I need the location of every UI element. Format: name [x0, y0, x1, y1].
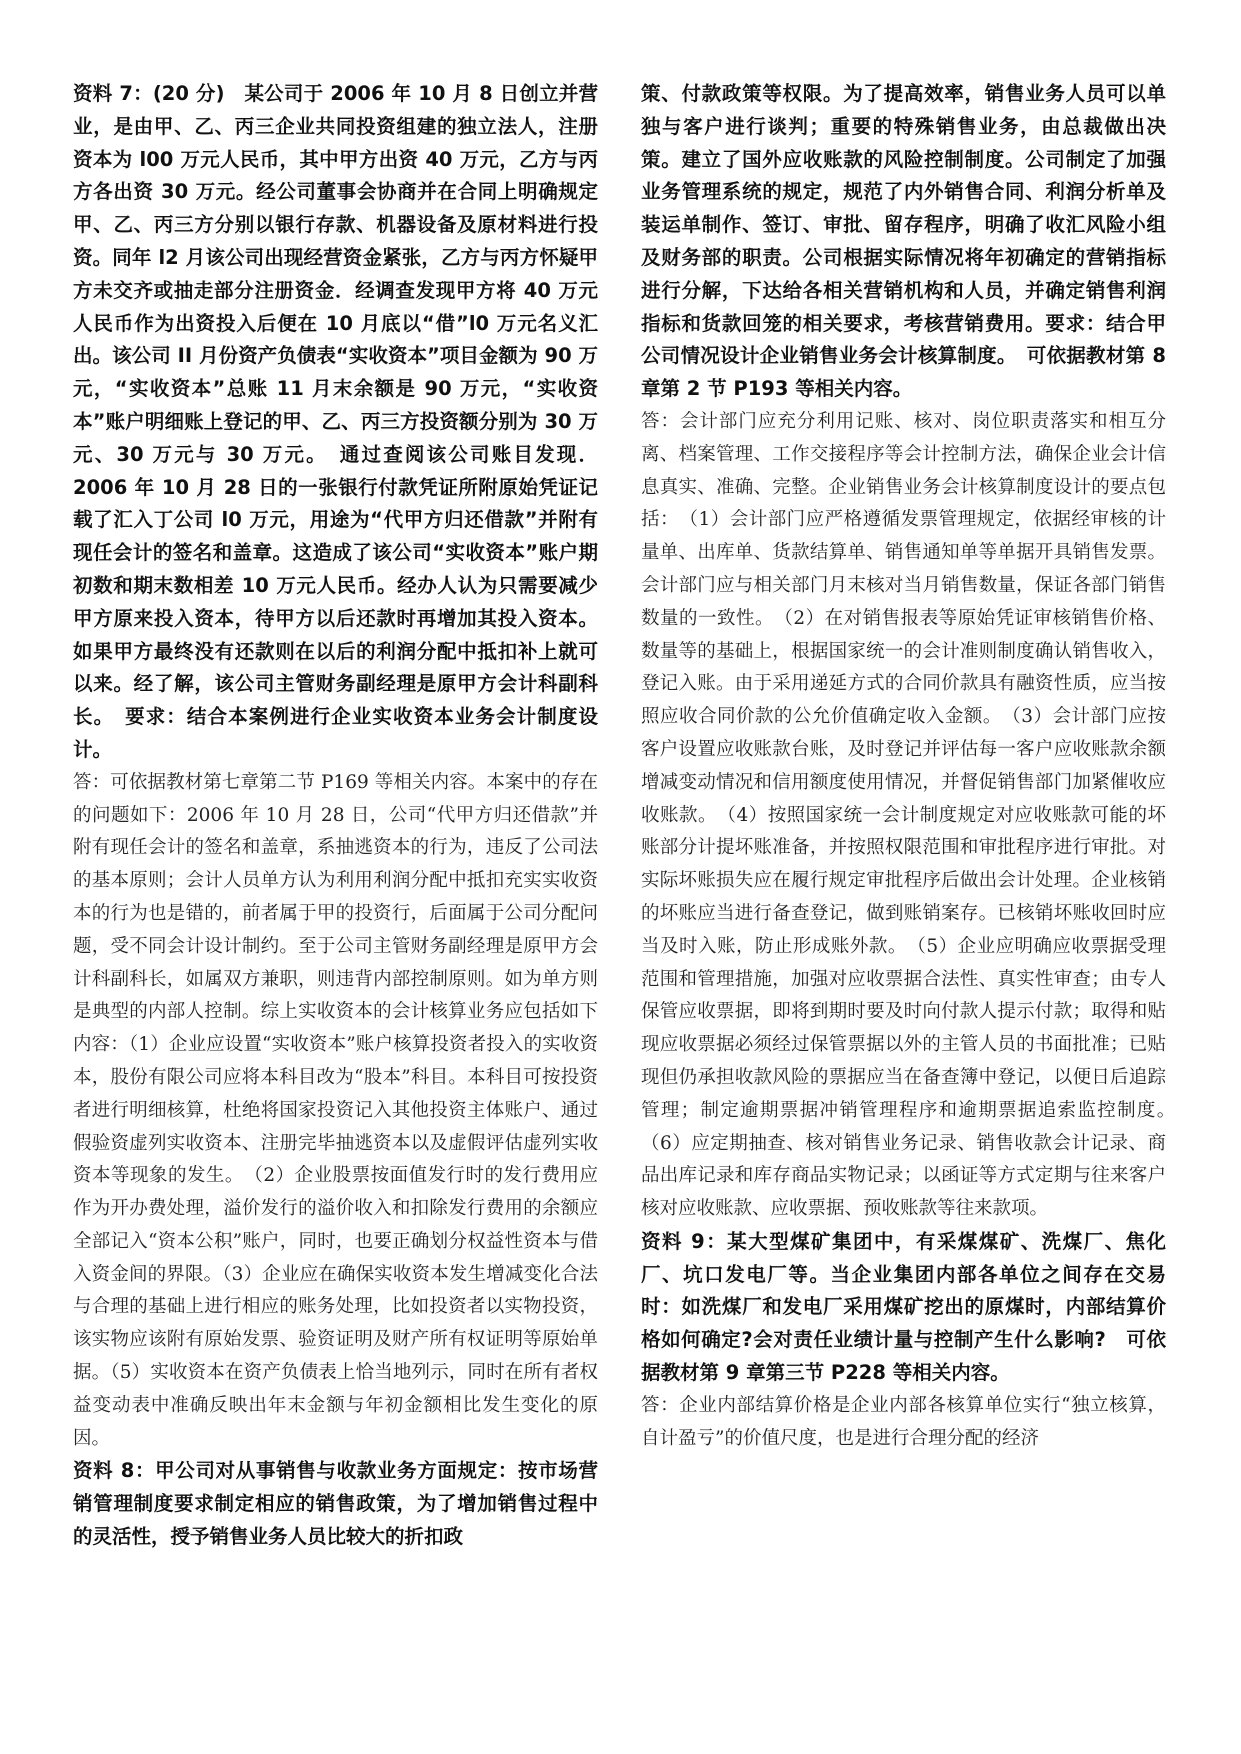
material7-answer: 答：可依据教材第七章第二节 P169 等相关内容。本案中的存在的问题如下：2006 年 10 月 28 日，公司“代甲方归还借款”并附有现任会计的签名和盖章，系抽逃资本的行为，违反了公司法的基本原则；会计人员单方认为利用利润分配中抵扣充实实收资本的行为也是错的，前者属于甲的投资行，后面属于公司分配问题，受不同会计设计制约。至于公司主管财务副经理是原甲方会计科副科长，如属双方兼职，则违背内部控制原则。如为单方则是典型的内部人控制。综上实收资本的会计核算业务应包括如下内容：（1）企业应设置“实收资本”账户核算投资者投入的实收资本，股份有限公司应将本科目改为“股本”科目。本科目可按投资者进行明细核算，杜绝将国家投资记入其他投资主体账户、通过假验资虚列实收资本、注册完毕抽逃资本以及虚假评估虚列实收资本等现象的发生。 （2）企业股票按面值发行时的发行费用应作为开办费处理，溢价发行的溢价收入和扣除发行费用的余额应全部记入“资本公积”账户，同时，也要正确划分权益性资本与借入资金间的界限。（3）企业应在确保实收资本发生增减变化合法与合理的基础上进行相应的账务处理，比如投资者以实物投资，该实物应该附有原始发票、验资证明及财产所有权证明等原始单据。（5）实收资本在资产负债表上恰当地列示，同时在所有者权益变动表中准确反映出年末金额与年初金额相比发生变化的原因。 [73, 771, 598, 1449]
material7-question: 资料 7：(20 分) 某公司于 2006 年 10 月 8 日创立并营业，是由甲、乙、丙三企业共同投资组建的独立法人，注册资本为 l00 万元人民币，其中甲方出资 40 万元，乙方与丙方各出资 30 万元。经公司董事会协商并在合同上明确规定甲、乙、丙三方分别以银行存款、机器设备及原材料进行投资。同年 l2 月该公司出现经营资金紧张，乙方与丙方怀疑甲方未交齐或抽走部分注册资金．经调查发现甲方将 40 万元人民币作为出资投入后便在 10 月底以“借”l0 万元名义汇出。该公司 II 月份资产负债表“实收资本”项目金额为 90 万元，“实收资本”总账 11 月末余额是 90 万元，“实收资本”账户明细账上登记的甲、乙、丙三方投资额分别为 30 万元、30 万元与 30 万元。 通过查阅该公司账目发现．2006 年 10 月 28 日的一张银行付款凭证所附原始凭证记载了汇入丁公司 l0 万元，用途为“代甲方归还借款”并附有现任会计的签名和盖章。这造成了该公司“实收资本”账户期初数和期末数相差 10 万元人民币。经办人认为只需要减少甲方原来投入资本，待甲方以后还款时再增加其投入资本。如果甲方最终没有还款则在以后的利润分配中抵扣补上就可以来。经了解，该公司主管财务副经理是原甲方会计科副科长。 要求：结合本案例进行企业实收资本业务会计制度设计。 [73, 82, 598, 761]
left-column [73, 78, 598, 1554]
material8-answer: 答：会计部门应充分利用记账、核对、岗位职责落实和相互分离、档案管理、工作交接程序等会计控制方法，确保企业会计信息真实、准确、完整。企业销售业务会计核算制度设计的要点包括： （1）会计部门应严格遵循发票管理规定，依据经审核的计量单、出库单、货款结算单、销售通知单等单据开具销售发票。会计部门应与相关部门月末核对当月销售数量，保证各部门销售数量的一致性。 （2）在对销售报表等原始凭证审核销售价格、数量等的基础上，根据国家统一的会计准则制度确认销售收入，登记入账。由于采用递延方式的合同价款具有融资性质，应当按照应收合同价款的公允价值确定收入金额。 （3）会计部门应按客户设置应收账款台账，及时登记并评估每一客户应收账款余额增减变动情况和信用额度使用情况，并督促销售部门加紧催收应收账款。 （4）按照国家统一会计制度规定对应收账款可能的坏账部分计提坏账准备，并按照权限范围和审批程序进行审批。对实际坏账损失应在履行规定审批程序后做出会计处理。企业核销的坏账应当进行备查登记，做到账销案存。已核销坏账收回时应当及时入账，防止形成账外款。 （5）企业应明确应收票据受理范围和管理措施，加强对应收票据合法性、真实性审查；由专人保管应收票据，即将到期时要及时向付款人提示付款；取得和贴现应收票据必须经过保管票据以外的主管人员的书面批准；已贴现但仍承担收款风险的票据应当在备查簿中登记，以便日后追踪管理；制定逾期票据冲销管理程序和逾期票据追索监控制度。 （6）应定期抽查、核对销售业务记录、销售收款会计记录、商品出库记录和库存商品实物记录；以函证等方式定期与往来客户核对应收账款、应收票据、预收账款等往来款项。 [641, 410, 1185, 1220]
material9-question: 资料 9：某大型煤矿集团中，有采煤煤矿、洗煤厂、焦化厂、坑口发电厂等。当企业集团内部各单位之间存在交易时：如洗煤厂和发电厂采用煤矿挖出的原煤时，内部结算价格如何确定?会对责任业绩计量与控制产生什么影响? 可依据教材第 9 章第三节 P228 等相关内容。 [641, 1229, 1166, 1385]
material8-question-end: 策、付款政策等权限。为了提高效率，销售业务人员可以单独与客户进行谈判；重要的特殊销售业务，由总裁做出决策。建立了国外应收账款的风险控制制度。公司制定了加强业务管理系统的规定，规范了内外销售合同、利润分析单及装运单制作、签订、审批、留存程序，明确了收汇风险小组及财务部的职责。公司根据实际情况将年初确定的营销指标进行分解，下达给各相关营销机构和人员，并确定销售利润指标和货款回笼的相关要求，考核营销费用。要求：结合甲公司情况设计企业销售业务会计核算制度。 可依据教材第 8 章第 2 节 P193 等相关内容。 [641, 82, 1166, 401]
right-column [641, 78, 1185, 1455]
material8-question-start: 资料 8：甲公司对从事销售与收款业务方面规定：按市场营销管理制度要求制定相应的销售政策，为了增加销售过程中的灵活性，授予销售业务人员比较大的折扣政 [73, 1459, 598, 1549]
material9-answer: 答：企业内部结算价格是企业内部各核算单位实行“独立核算，自计盈亏”的价值尺度，也是进行合理分配的经济 [641, 1394, 1166, 1449]
